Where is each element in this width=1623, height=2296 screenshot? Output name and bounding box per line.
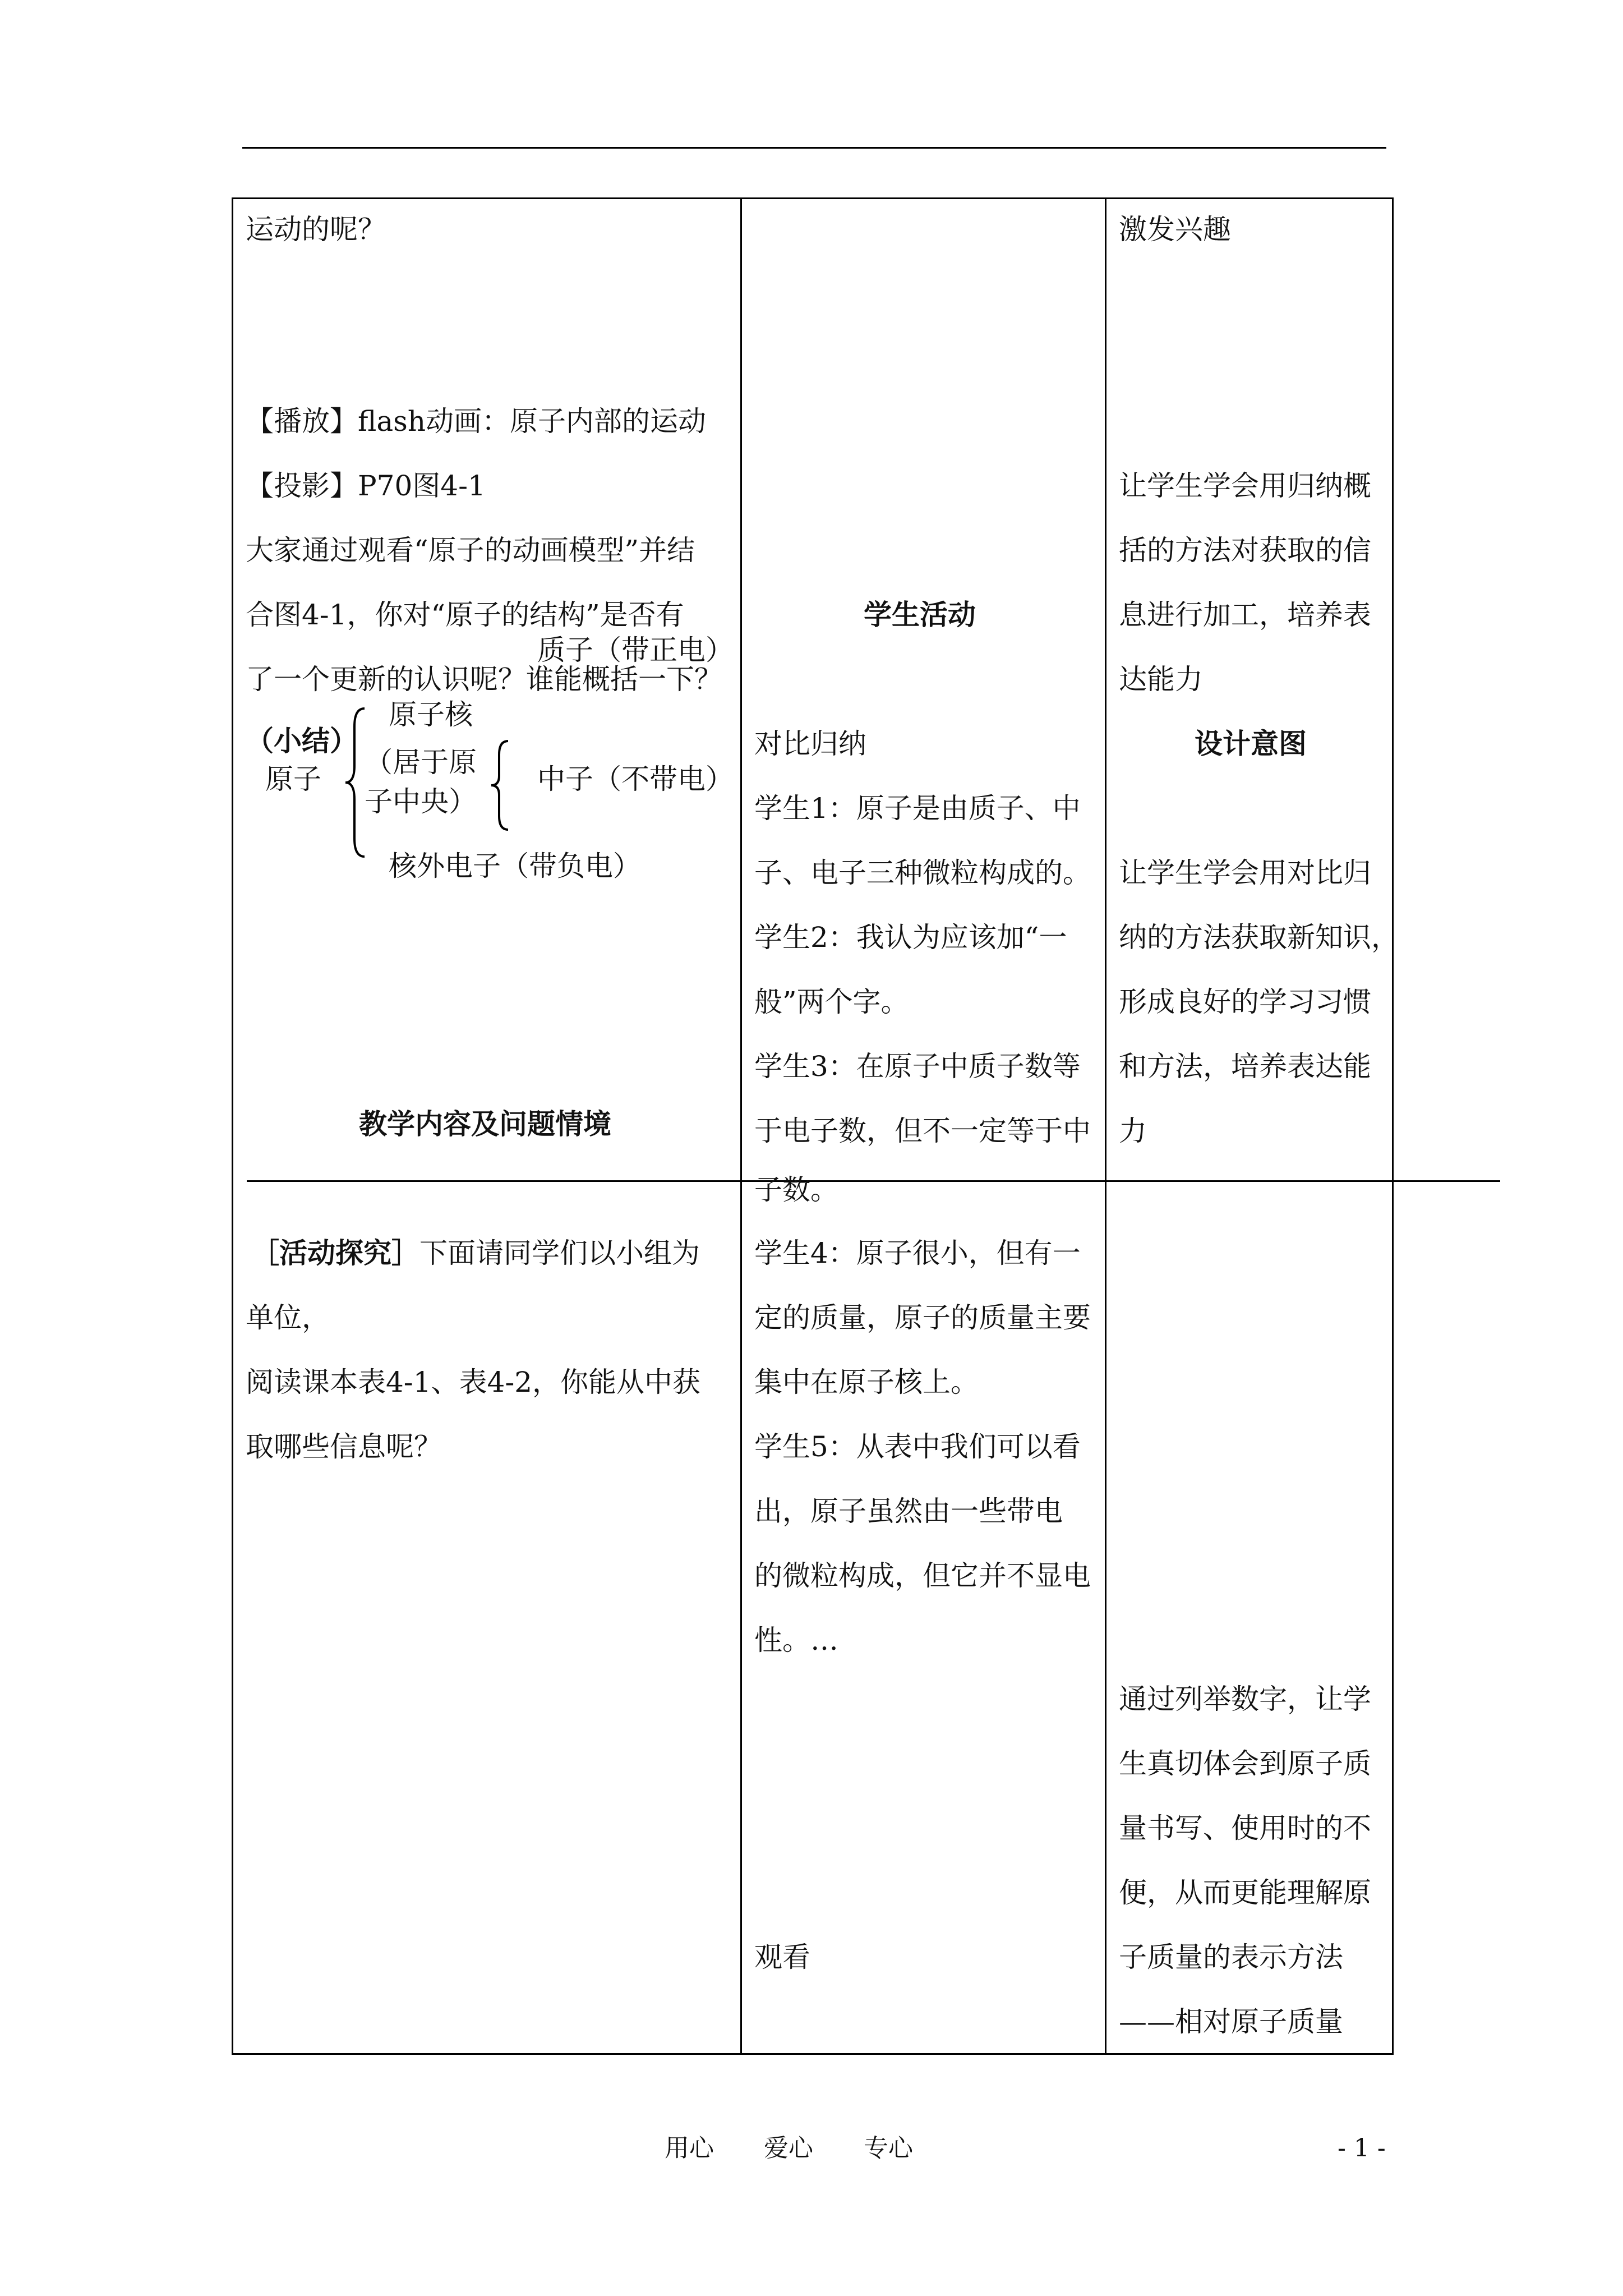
col2-line-12: 学生5：从表中我们可以看 <box>754 1430 1081 1463</box>
col3-block1-line-4: 达能力 <box>1119 663 1203 696</box>
summary-nucleus: 原子核 <box>389 698 473 731</box>
col3-block3-line-2: 生真切体会到原子质 <box>1119 1747 1371 1780</box>
summary-nucleus-note-1: （居于原 <box>365 746 477 779</box>
activity-label: ［活动探究］ <box>251 1236 419 1269</box>
summary-electron: 核外电子（带负电） <box>389 850 641 882</box>
activity-line-4: 取哪些信息呢？ <box>246 1430 442 1463</box>
summary-label: （小结） <box>246 724 358 757</box>
activity-text-1: 下面请同学们以小组为 <box>419 1237 700 1269</box>
col3-line-top: 激发兴趣 <box>1119 213 1231 246</box>
col1-line-4: 大家通过观看“原子的动画模型”并结 <box>246 534 695 567</box>
col1-line-5: 合图4-1，你对“原子的结构”是否有 <box>246 599 684 631</box>
col2-line-7: 于电子数，但不一定等于中 <box>754 1115 1091 1147</box>
left-brace-icon <box>342 704 370 861</box>
footer-motto-2: 爱心 <box>764 2134 813 2162</box>
col3-block2-line-1: 让学生学会用对比归 <box>1119 857 1371 889</box>
col3-block3-line-1: 通过列举数字，让学 <box>1119 1683 1371 1715</box>
footer-motto-1: 用心 <box>665 2134 714 2162</box>
col2-watch: 观看 <box>754 1941 810 1973</box>
col2-line-2: 学生1：原子是由质子、中 <box>754 792 1081 825</box>
header-rule <box>242 147 1386 149</box>
col3-block2-line-3: 形成良好的学习习惯 <box>1119 986 1371 1018</box>
col2-line-11: 集中在原子核上。 <box>754 1366 979 1398</box>
summary-atom: 原子 <box>265 763 321 795</box>
inner-brace-icon <box>488 738 514 833</box>
table-left-border <box>232 197 233 2055</box>
col1-header: 教学内容及问题情境 <box>359 1107 611 1140</box>
activity-line-2: 单位， <box>246 1301 330 1334</box>
col3-block3-line-6: ——相对原子质量 <box>1119 2005 1343 2038</box>
col3-block1-line-2: 括的方法对获取的信 <box>1119 534 1371 567</box>
col1-line-1: 运动的呢？ <box>246 213 386 246</box>
col2-header: 学生活动 <box>864 598 976 631</box>
summary-proton: 质子（带正电） <box>537 634 734 666</box>
col3-block3-line-5: 子质量的表示方法 <box>1119 1941 1343 1973</box>
col2-line-8: 子数。 <box>754 1174 838 1206</box>
col2-line-14: 的微粒构成，但它并不显电 <box>754 1559 1091 1592</box>
activity-line-1 <box>251 1237 700 1269</box>
table-col-divider-1 <box>740 197 742 2055</box>
col3-block1-line-1: 让学生学会用归纳概 <box>1119 470 1371 502</box>
col2-line-6: 学生3：在原子中质子数等 <box>754 1050 1081 1083</box>
table-col-divider-2 <box>1105 197 1106 2055</box>
col3-block3-line-3: 量书写、使用时的不 <box>1119 1812 1371 1844</box>
col2-line-10: 定的质量，原子的质量主要 <box>754 1301 1091 1334</box>
table-top-border <box>232 197 1394 199</box>
col2-line-5: 般”两个字。 <box>754 986 909 1018</box>
table-mid-rule <box>247 1180 1500 1182</box>
col2-line-9: 学生4：原子很小，但有一 <box>754 1237 1081 1269</box>
col2-line-1: 对比归纳 <box>754 728 866 760</box>
col1-line-2: 【播放】flash动画：原子内部的运动 <box>246 405 707 438</box>
col2-line-15: 性。… <box>754 1624 838 1657</box>
summary-neutron: 中子（不带电） <box>537 763 734 795</box>
col3-block2-line-5: 力 <box>1119 1115 1147 1147</box>
col3-block2-line-4: 和方法，培养表达能 <box>1119 1050 1371 1083</box>
table-bottom-border <box>232 2053 1394 2055</box>
page-number: - 1 - <box>1338 2134 1386 2162</box>
col3-header: 设计意图 <box>1195 727 1307 760</box>
activity-line-3: 阅读课本表4-1、表4-2，你能从中获 <box>246 1366 701 1398</box>
col1-line-6: 了一个更新的认识呢？谁能概括一下？ <box>246 663 722 696</box>
col1-line-3: 【投影】P70图4-1 <box>246 470 486 502</box>
col2-line-3: 子、电子三种微粒构成的。 <box>754 857 1091 889</box>
col3-block2-line-2: 纳的方法获取新知识， <box>1119 921 1399 954</box>
col2-line-13: 出，原子虽然由一些带电 <box>754 1495 1063 1527</box>
col3-block3-line-4: 便，从而更能理解原 <box>1119 1876 1371 1909</box>
col3-block1-line-3: 息进行加工，培养表 <box>1119 599 1371 631</box>
footer-motto-3: 专心 <box>864 2134 913 2162</box>
col2-line-4: 学生2：我认为应该加“一 <box>754 921 1067 954</box>
summary-nucleus-note-2: 子中央） <box>365 785 477 818</box>
table-right-border <box>1392 197 1394 2055</box>
